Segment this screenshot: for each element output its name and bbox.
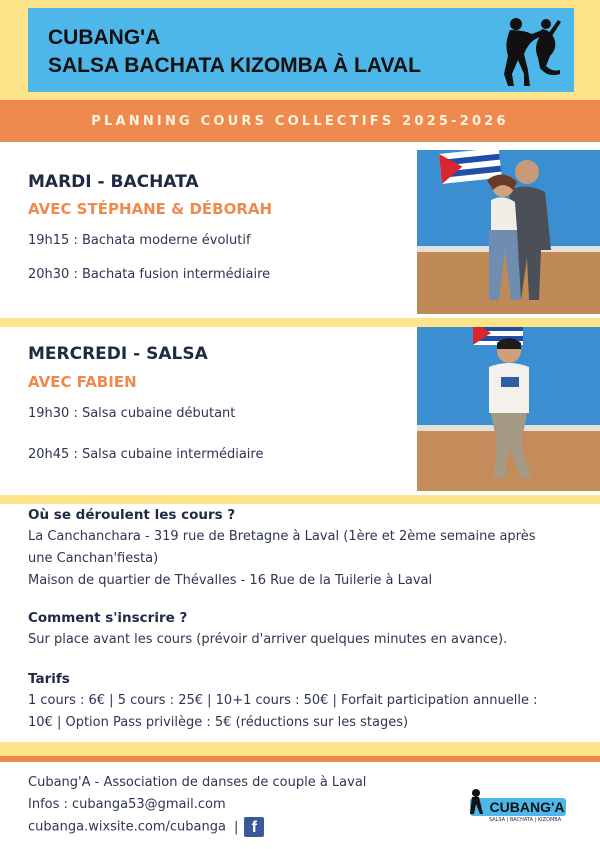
salsa-photo: [417, 327, 600, 491]
logo-tagline: SALSA | BACHATA | KIZOMBA: [488, 817, 562, 823]
divider-strip: [0, 495, 600, 504]
info-where-line: La Canchanchara - 319 rue de Bretagne à Laval (1ère et 2ème semaine après: [28, 529, 536, 544]
info-register-heading: Comment s'inscrire ?: [28, 610, 188, 626]
footer-association: Cubang'A - Association de danses de couple à Laval: [28, 775, 367, 790]
info-register-line: Sur place avant les cours (prévoir d'arriver quelques minutes en avance).: [28, 632, 508, 647]
course-teacher: AVEC FABIEN: [28, 373, 137, 391]
dancers-silhouette-icon: [494, 14, 564, 88]
info-prices-line: 1 cours : 6€ | 5 cours : 25€ | 10+1 cours : 50€ | Forfait participation annuelle :: [28, 693, 538, 708]
header-title: [48, 24, 421, 80]
info-register: [28, 608, 588, 651]
bachata-photo: [417, 150, 600, 314]
info-prices-line: 10€ | Option Pass privilège : 5€ (réductions sur les stages): [28, 715, 409, 730]
course-card-wednesday: [0, 327, 600, 495]
planning-banner: [0, 100, 600, 142]
course-day-title: MERCREDI - SALSA: [28, 344, 208, 364]
footer-divider: [0, 756, 600, 762]
info-where-line: une Canchan'fiesta): [28, 551, 159, 566]
divider-strip: [0, 318, 600, 327]
course-teacher: AVEC STÉPHANE & DÉBORAH: [28, 200, 273, 218]
course-card-tuesday: [0, 142, 600, 318]
cubanga-logo: [466, 784, 570, 830]
info-where: [28, 505, 588, 592]
footer-email: Infos : cubanga53@gmail.com: [28, 797, 226, 812]
info-where-heading: Où se déroulent les cours ?: [28, 507, 236, 523]
logo-name: CUBANG'A: [489, 799, 565, 815]
divider-strip: [0, 742, 600, 756]
header-title-line2: SALSA BACHATA KIZOMBA À LAVAL: [48, 54, 421, 77]
course-session: 20h30 : Bachata fusion intermédiaire: [28, 267, 271, 282]
course-session: 19h15 : Bachata moderne évolutif: [28, 233, 251, 248]
footer-separator: |: [233, 819, 239, 835]
footer-website-row: [28, 817, 264, 837]
planning-title: PLANNING COURS COLLECTIFS 2025-2026: [91, 113, 509, 129]
info-prices-heading: Tarifs: [28, 671, 70, 687]
course-day-title: MARDI - BACHATA: [28, 172, 199, 192]
header-title-line1: CUBANG'A: [48, 26, 161, 49]
course-session: 19h30 : Salsa cubaine débutant: [28, 406, 236, 421]
info-prices: [28, 669, 588, 734]
facebook-icon[interactable]: f: [244, 817, 264, 837]
course-session: 20h45 : Salsa cubaine intermédiaire: [28, 447, 264, 462]
info-where-line: Maison de quartier de Thévalles - 16 Rue de la Tuilerie à Laval: [28, 573, 433, 588]
footer-website-link[interactable]: cubanga.wixsite.com/cubanga: [28, 819, 226, 835]
